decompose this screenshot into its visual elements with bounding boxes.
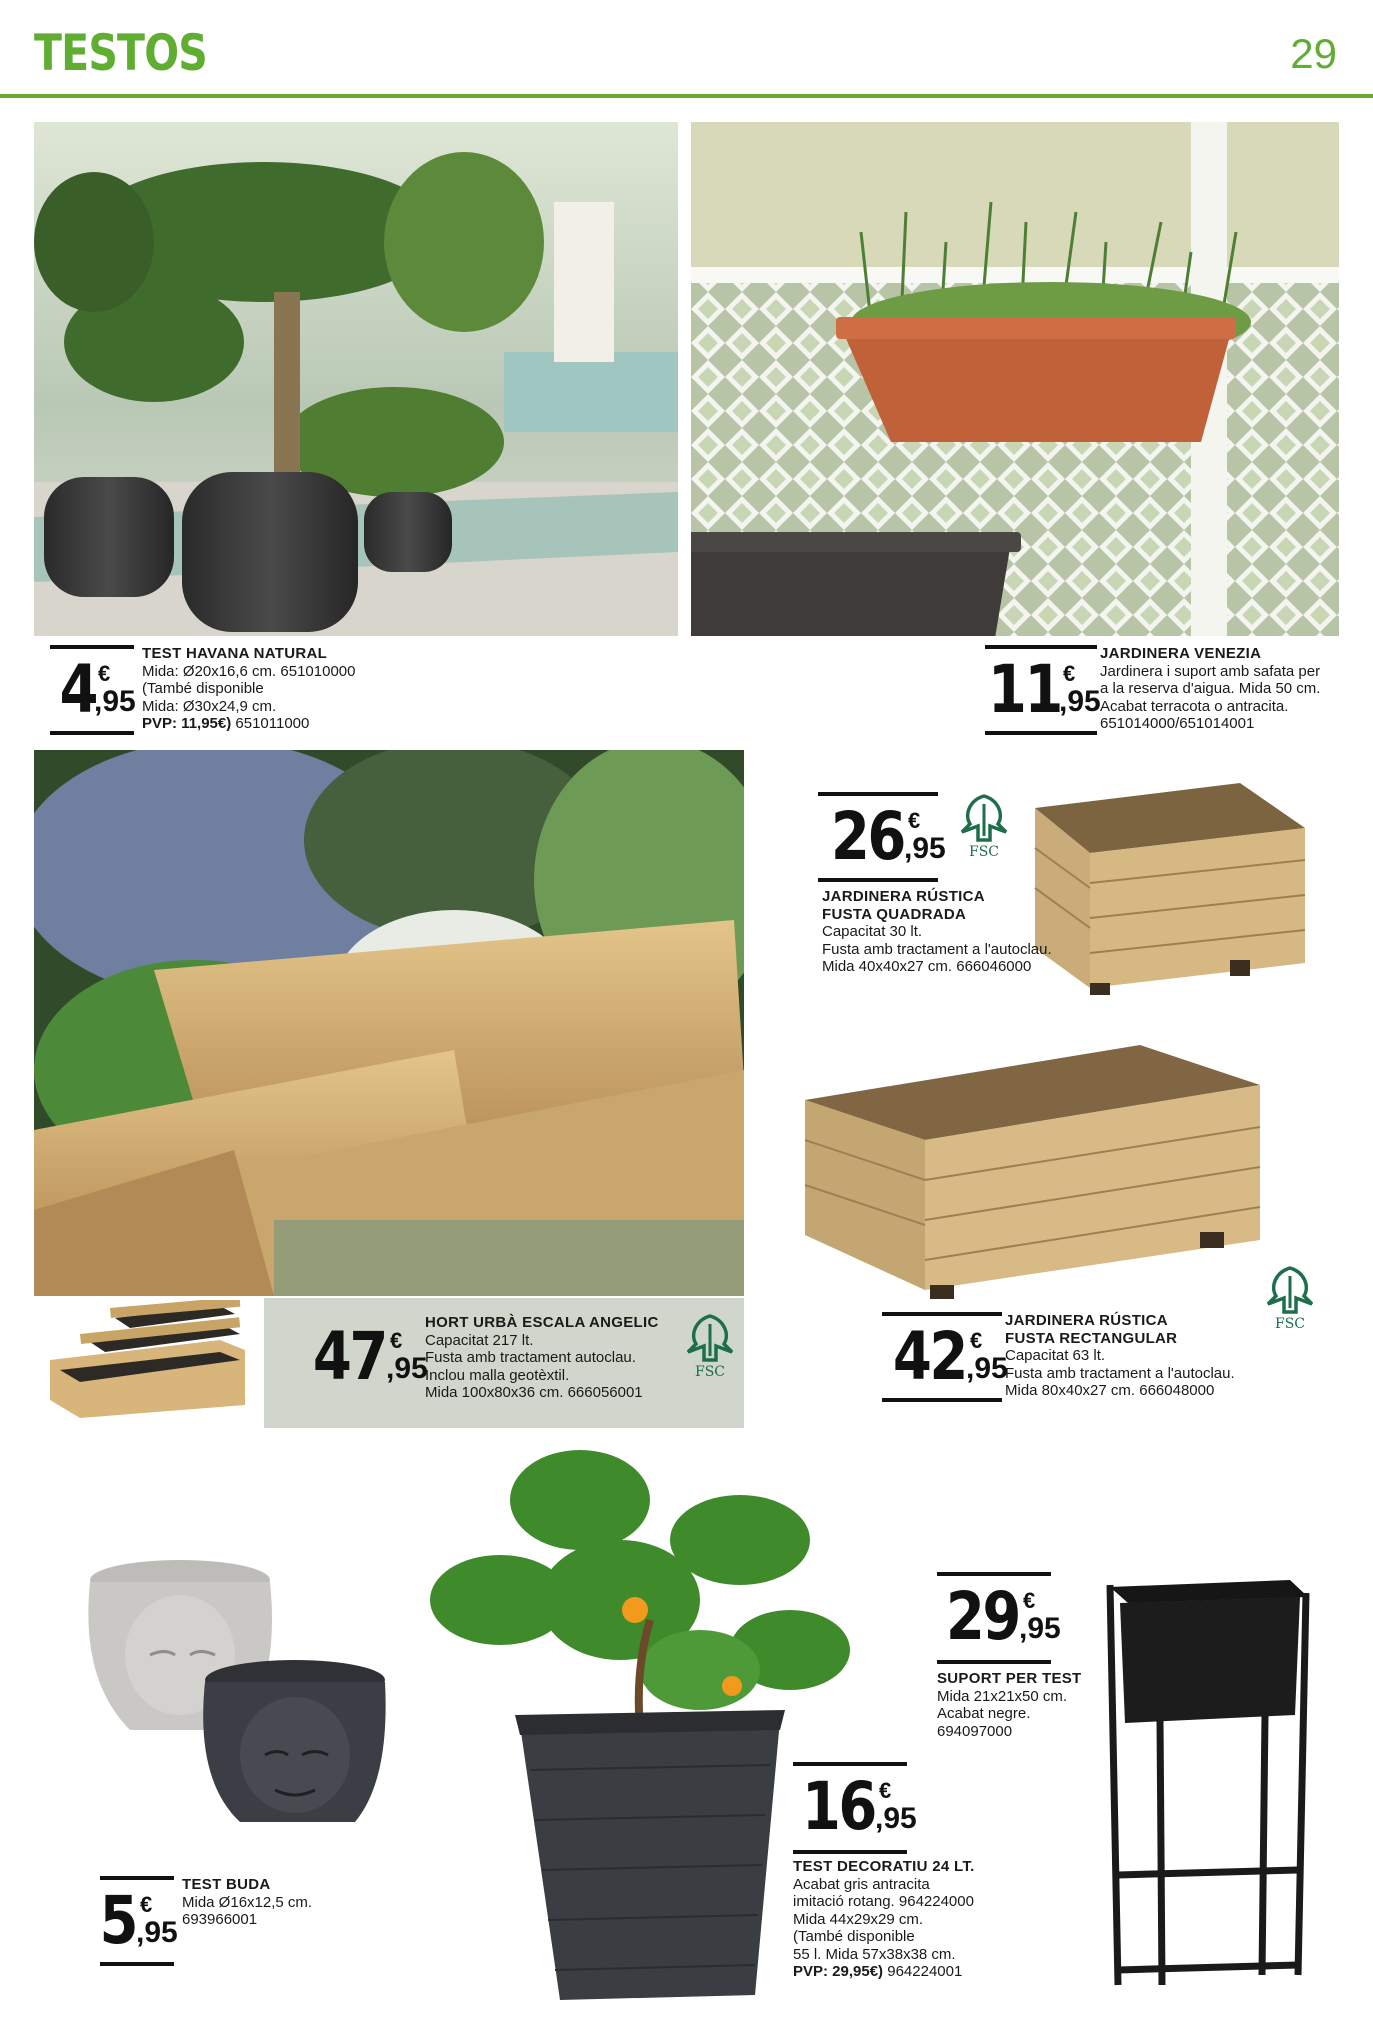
buda-price <box>99 1876 178 1966</box>
description-line: 694097000 <box>937 1722 1013 1740</box>
description-line: Fusta amb tractament autoclau. <box>425 1349 636 1366</box>
price-integer: 11 <box>988 651 1061 728</box>
havana-pots-photo <box>34 122 678 636</box>
decoratiu-price <box>793 1762 917 1852</box>
product-name: SUPORT PER TEST <box>937 1670 1082 1687</box>
description-line: (També disponible <box>142 680 264 697</box>
fsc-label: FSC <box>968 844 1000 860</box>
product-name: FUSTA RECTANGULAR <box>1005 1329 1178 1347</box>
rectangular-description <box>1005 1312 1285 1400</box>
price-decimals: ,95 <box>1059 685 1101 718</box>
fsc-label: FSC <box>1274 1316 1306 1332</box>
description-line: Mida 21x21x50 cm. <box>937 1687 1068 1705</box>
description-line: Mida 80x40x27 cm. 666048000 <box>1005 1382 1215 1399</box>
angelic-stair-planter-image <box>40 1300 254 1420</box>
product-name: JARDINERA VENEZIA <box>1100 645 1262 662</box>
description-line: (També disponible <box>793 1928 915 1945</box>
page-number: 29 <box>1290 30 1337 77</box>
description-line: Fusta amb tractament a l'autoclau. <box>822 940 1052 958</box>
description-line: 55 l. Mida 57x38x38 cm. <box>793 1945 956 1963</box>
havana-description <box>142 645 422 733</box>
description-line: imitació rotang. 964224000 <box>793 1893 974 1910</box>
description-line: Fusta amb tractament a l'autoclau. <box>1005 1364 1235 1382</box>
price-decimals: ,95 <box>386 1352 428 1385</box>
price-decimals: ,95 <box>966 1352 1008 1385</box>
price-integer: 5 <box>99 1882 136 1959</box>
description-line: Capacitat 217 lt. <box>425 1331 534 1349</box>
price-integer: 29 <box>946 1578 1019 1655</box>
description-line: Mida: Ø20x16,6 cm. 651010000 <box>142 662 356 680</box>
price-currency: € <box>98 661 111 686</box>
product-name: TEST HAVANA NATURAL <box>142 645 328 662</box>
rectangular-wooden-box-image <box>800 1040 1266 1302</box>
description-line: Acabat negre. <box>937 1705 1031 1722</box>
price-integer: 4 <box>59 651 96 728</box>
pvp-label: PVP: 29,95€) <box>793 1963 884 1980</box>
angelic-price <box>302 1312 428 1402</box>
price-currency: € <box>1063 661 1076 686</box>
product-name: HORT URBÀ ESCALA ANGELIC <box>425 1314 659 1331</box>
description-line: Mida Ø16x12,5 cm. <box>182 1893 313 1911</box>
price-decimals: ,95 <box>94 685 136 718</box>
description-line: Inclou malla geotèxtil. <box>425 1366 570 1384</box>
product-name: FUSTA QUADRADA <box>822 905 967 923</box>
venezia-planter-photo <box>691 122 1339 636</box>
description-line: Acabat gris antracita <box>793 1875 930 1893</box>
decoratiu-price-rule <box>793 1850 907 1854</box>
description-line: Mida 100x80x36 cm. 666056001 <box>425 1384 643 1401</box>
description-line: Mida: Ø30x24,9 cm. <box>142 697 277 715</box>
product-name: TEST DECORATIU 24 LT. <box>793 1858 975 1875</box>
product-name: TEST BUDA <box>182 1876 271 1893</box>
price-currency: € <box>390 1328 403 1353</box>
price-currency: € <box>970 1328 983 1353</box>
description-line: Acabat terracota o antracita. <box>1100 697 1289 715</box>
price-integer: 16 <box>802 1768 875 1845</box>
quadrada-description <box>822 888 1102 976</box>
description-line: a la reserva d'aigua. Mida 50 cm. <box>1100 680 1321 697</box>
product-name: JARDINERA RÚSTICA <box>822 888 985 905</box>
angelic-description <box>425 1314 685 1402</box>
quadrada-price <box>818 792 946 882</box>
description-line: Capacitat 30 lt. <box>822 923 923 940</box>
description-line: 693966001 <box>182 1911 258 1928</box>
product-name: JARDINERA RÚSTICA <box>1005 1312 1168 1329</box>
pvp-code: 964224001 <box>883 1963 963 1980</box>
description-line: Capacitat 63 lt. <box>1005 1347 1106 1364</box>
suport-price-rule <box>937 1660 1051 1664</box>
havana-price <box>50 645 134 735</box>
page-title: TESTOS <box>34 24 207 82</box>
description-line: Mida 44x29x29 cm. <box>793 1910 924 1928</box>
suport-price <box>937 1572 1061 1662</box>
price-decimals: ,95 <box>136 1916 178 1949</box>
pvp-label: PVP: 11,95€) <box>142 715 232 732</box>
price-decimals: ,95 <box>904 832 946 865</box>
price-decimals: ,95 <box>875 1802 917 1835</box>
price-integer: 26 <box>831 798 904 875</box>
angelic-garden-photo <box>34 750 744 1296</box>
fsc-tree-logo <box>950 790 1018 860</box>
suport-description <box>937 1670 1097 1740</box>
decoratiu-description <box>793 1858 993 1981</box>
fsc-tree-logo <box>676 1310 744 1380</box>
price-currency: € <box>908 808 921 833</box>
header-divider <box>0 94 1373 98</box>
fsc-label: FSC <box>694 1364 726 1380</box>
description-line: Jardinera i suport amb safata per <box>1100 662 1321 680</box>
description-line: 651014000/651014001 <box>1100 715 1255 732</box>
price-decimals: ,95 <box>1019 1612 1061 1645</box>
pvp-code: 651011000 <box>231 715 310 732</box>
suport-metal-stand-image <box>1090 1575 1316 1995</box>
venezia-description <box>1100 645 1350 733</box>
buda-pots-image <box>70 1560 390 1830</box>
rectangular-price <box>882 1312 1008 1402</box>
price-currency: € <box>1023 1588 1036 1613</box>
price-integer: 47 <box>313 1318 386 1395</box>
venezia-price <box>985 645 1101 735</box>
price-currency: € <box>879 1778 892 1803</box>
price-currency: € <box>140 1892 153 1917</box>
price-integer: 42 <box>893 1318 966 1395</box>
buda-description <box>182 1876 342 1929</box>
description-line: Mida 40x40x27 cm. 666046000 <box>822 958 1032 975</box>
